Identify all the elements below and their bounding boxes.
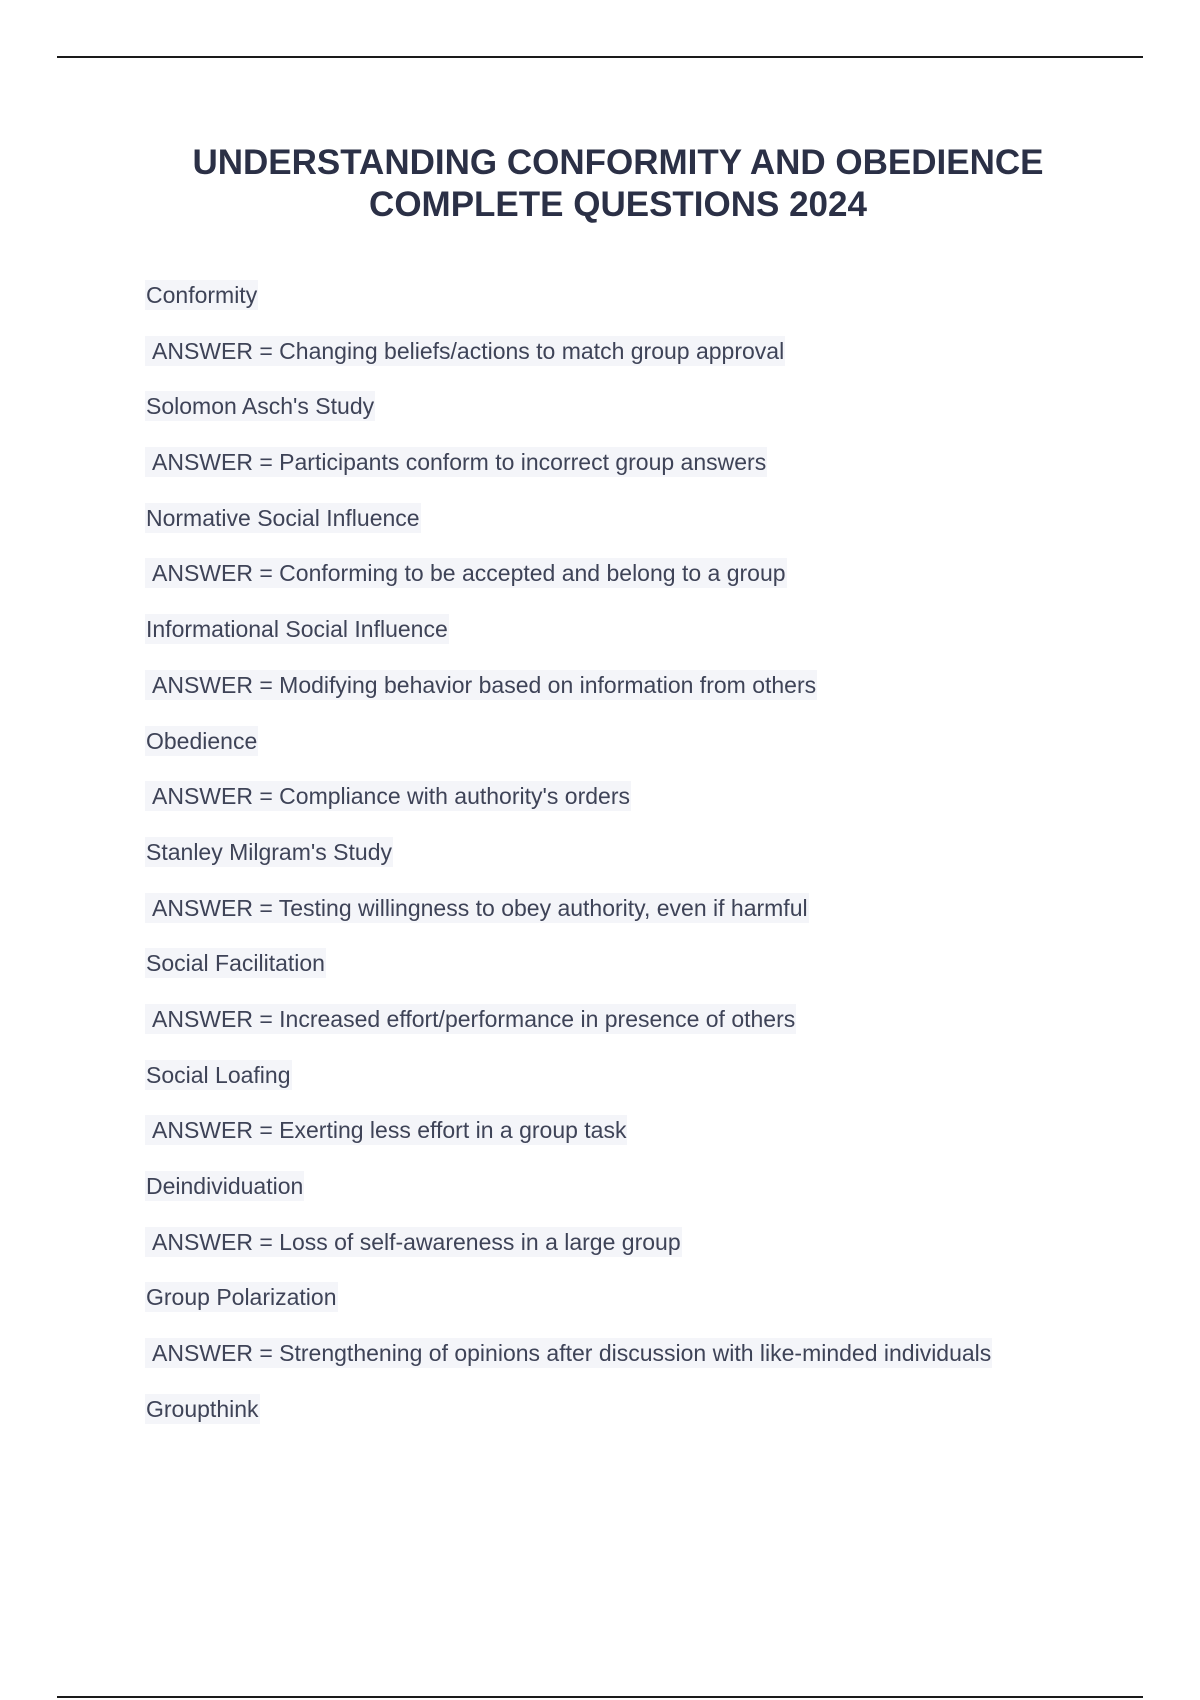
term-text: Normative Social Influence (146, 504, 420, 531)
term-line (145, 1394, 1105, 1450)
term-text: Social Loafing (146, 1061, 291, 1088)
term-line (145, 1060, 1105, 1116)
answer-text: ANSWER = Changing beliefs/actions to match group approval (145, 336, 785, 366)
answer-text: ANSWER = Loss of self-awareness in a large group (145, 1227, 682, 1257)
answer-text: ANSWER = Modifying behavior based on information from others (145, 670, 817, 700)
term-line (145, 1282, 1105, 1338)
term-line (145, 280, 1105, 336)
term-text: Group Polarization (146, 1284, 337, 1311)
bottom-divider (57, 1696, 1143, 1698)
term-text: Groupthink (146, 1395, 259, 1422)
term-text: Deindividuation (146, 1173, 304, 1199)
document-title (0, 142, 1200, 226)
term-line (145, 948, 1105, 1004)
term-line (145, 837, 1105, 893)
term-line (145, 1171, 1105, 1227)
answer-line (145, 1004, 1105, 1060)
term-line (145, 614, 1105, 670)
answer-text: ANSWER = Exerting less effort in a group task (145, 1115, 627, 1145)
term-line (145, 726, 1105, 782)
answer-text: ANSWER = Conforming to be accepted and belong to a group (145, 558, 787, 588)
answer-line (145, 781, 1105, 837)
term-line (145, 391, 1105, 447)
answer-line (145, 1338, 1105, 1394)
answer-line (145, 670, 1105, 726)
term-line (145, 503, 1105, 559)
answer-line (145, 447, 1105, 503)
term-text: Stanley Milgram's Study (146, 838, 392, 865)
answer-text: ANSWER = Increased effort/performance in presence of others (145, 1004, 796, 1034)
term-text: Obedience (146, 727, 258, 754)
term-text: Solomon Asch's Study (146, 393, 375, 420)
question-answer-list (145, 280, 1105, 1449)
answer-text: ANSWER = Compliance with authority's orders (145, 781, 631, 811)
answer-line (145, 558, 1105, 614)
answer-text: ANSWER = Strengthening of opinions after discussion with like-minded individuals (145, 1338, 992, 1368)
title-line-1: UNDERSTANDING CONFORMITY AND OBEDIENCE (192, 143, 1044, 182)
answer-line (145, 1227, 1105, 1283)
answer-line (145, 893, 1105, 949)
answer-line (145, 336, 1105, 392)
answer-line (145, 1115, 1105, 1171)
term-text: Social Facilitation (146, 950, 325, 977)
top-divider (57, 56, 1143, 58)
term-text: Informational Social Influence (146, 616, 448, 643)
term-text: Conformity (146, 282, 258, 308)
title-line-2: COMPLETE QUESTIONS 2024 (369, 185, 867, 224)
answer-text: ANSWER = Participants conform to incorrect group answers (145, 447, 767, 477)
answer-text: ANSWER = Testing willingness to obey authority, even if harmful (145, 893, 809, 923)
